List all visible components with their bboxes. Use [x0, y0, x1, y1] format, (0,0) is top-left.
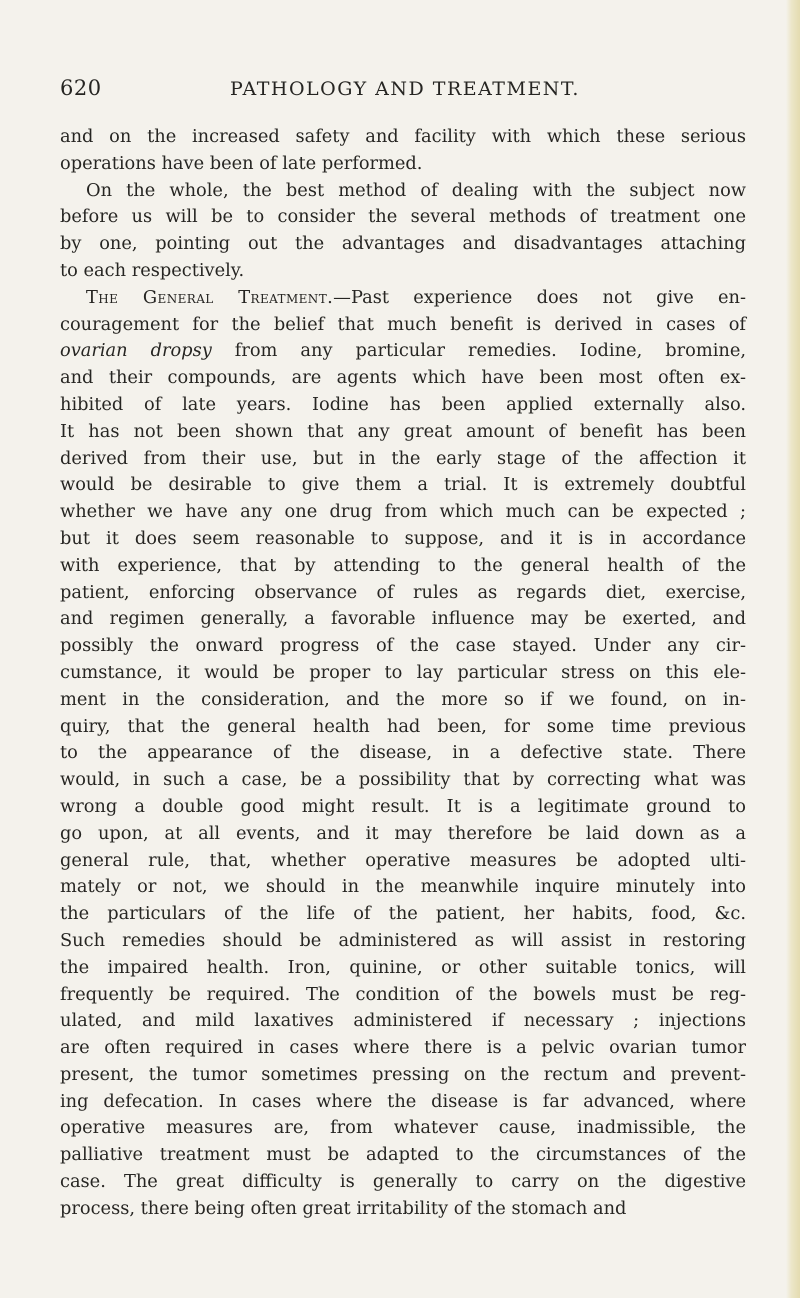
text-line: derived from their use, but in the early stage of the affection it	[60, 447, 746, 469]
text-line: and their compounds, are agents which have been most often ex-	[60, 367, 746, 389]
text-line: On the whole, the best method of dealing with the subject now	[86, 179, 746, 201]
text-line: by one, pointing out the advantages and disadvantages attaching	[60, 233, 746, 255]
text-line: ment in the consideration, and the more so if we found, on in-	[60, 688, 746, 710]
text-line: cumstance, it would be proper to lay particular stress on this ele-	[60, 661, 746, 683]
text-line: whether we have any one drug from which much can be expected ;	[60, 501, 746, 523]
section-heading: The General Treatment.	[86, 286, 334, 308]
text-line: would be desirable to give them a trial. It is extremely doubtful	[60, 474, 746, 496]
italic-term: ovarian dropsy	[60, 340, 212, 362]
text-line: operations have been of late performed.	[60, 152, 423, 174]
text-line: process, there being often great irritability of the stomach and	[60, 1197, 627, 1219]
text-line: Such remedies should be administered as will assist in restoring	[60, 929, 746, 951]
text-line: to the appearance of the disease, in a defective state. There	[60, 742, 746, 764]
text-line: couragement for the belief that much benefit is derived in cases of	[60, 313, 746, 335]
text-line: to each respectively.	[60, 259, 245, 281]
text-line: possibly the onward progress of the case stayed. Under any cir-	[60, 635, 746, 657]
text-line: are often required in cases where there is a pelvic ovarian tumor	[60, 1037, 746, 1059]
text-line: It has not been shown that any great amount of benefit has been	[60, 420, 746, 442]
text-run: —Past experience does not give en-	[333, 286, 746, 308]
text-line: patient, enforcing observance of rules as regards diet, exercise,	[60, 581, 746, 603]
text-line: hibited of late years. Iodine has been applied externally also.	[60, 393, 746, 415]
text-line: with experience, that by attending to the general health of the	[60, 554, 746, 576]
body-text	[60, 124, 746, 1223]
text-line: wrong a double good might result. It is a legitimate ground to	[60, 795, 746, 817]
page-number: 620	[60, 76, 102, 100]
page-edge-shadow	[786, 0, 800, 1298]
text-line: before us will be to consider the several methods of treatment one	[60, 206, 746, 228]
page-header	[60, 76, 750, 104]
text-line: quiry, that the general health had been, for some time previous	[60, 715, 746, 737]
text-line: would, in such a case, be a possibility that by correcting what was	[60, 769, 746, 791]
text-line: and on the increased safety and facility with which these serious	[60, 126, 746, 147]
text-line: operative measures are, from whatever cause, inadmissible, the	[60, 1117, 746, 1139]
text-line: case. The great difficulty is generally to carry on the digestive	[60, 1171, 746, 1193]
text-line: the particulars of the life of the patient, her habits, food, &c.	[60, 903, 746, 925]
running-head: PATHOLOGY AND TREATMENT.	[230, 78, 580, 100]
text-line: go upon, at all events, and it may therefore be laid down as a	[60, 822, 746, 844]
text-line: ulated, and mild laxatives administered if necessary ; injections	[60, 1010, 746, 1032]
text-line: the impaired health. Iron, quinine, or other suitable tonics, will	[60, 956, 746, 978]
text-line: mately or not, we should in the meanwhile inquire minutely into	[60, 876, 746, 898]
text-line: general rule, that, whether operative measures be adopted ulti-	[60, 849, 746, 871]
text-run: from any particular remedies. Iodine, bromine,	[211, 340, 747, 362]
text-line: present, the tumor sometimes pressing on the rectum and prevent-	[60, 1063, 746, 1085]
text-line: frequently be required. The condition of the bowels must be reg-	[60, 983, 746, 1005]
text-line: ing defecation. In cases where the disease is far advanced, where	[60, 1090, 746, 1112]
text-line: but it does seem reasonable to suppose, and it is in accordance	[60, 527, 746, 549]
text-line: and regimen generally, a favorable influence may be exerted, and	[60, 608, 746, 630]
text-line: palliative treatment must be adapted to the circumstances of the	[60, 1144, 746, 1166]
section-heading-line	[60, 285, 746, 312]
text-line	[60, 338, 746, 365]
